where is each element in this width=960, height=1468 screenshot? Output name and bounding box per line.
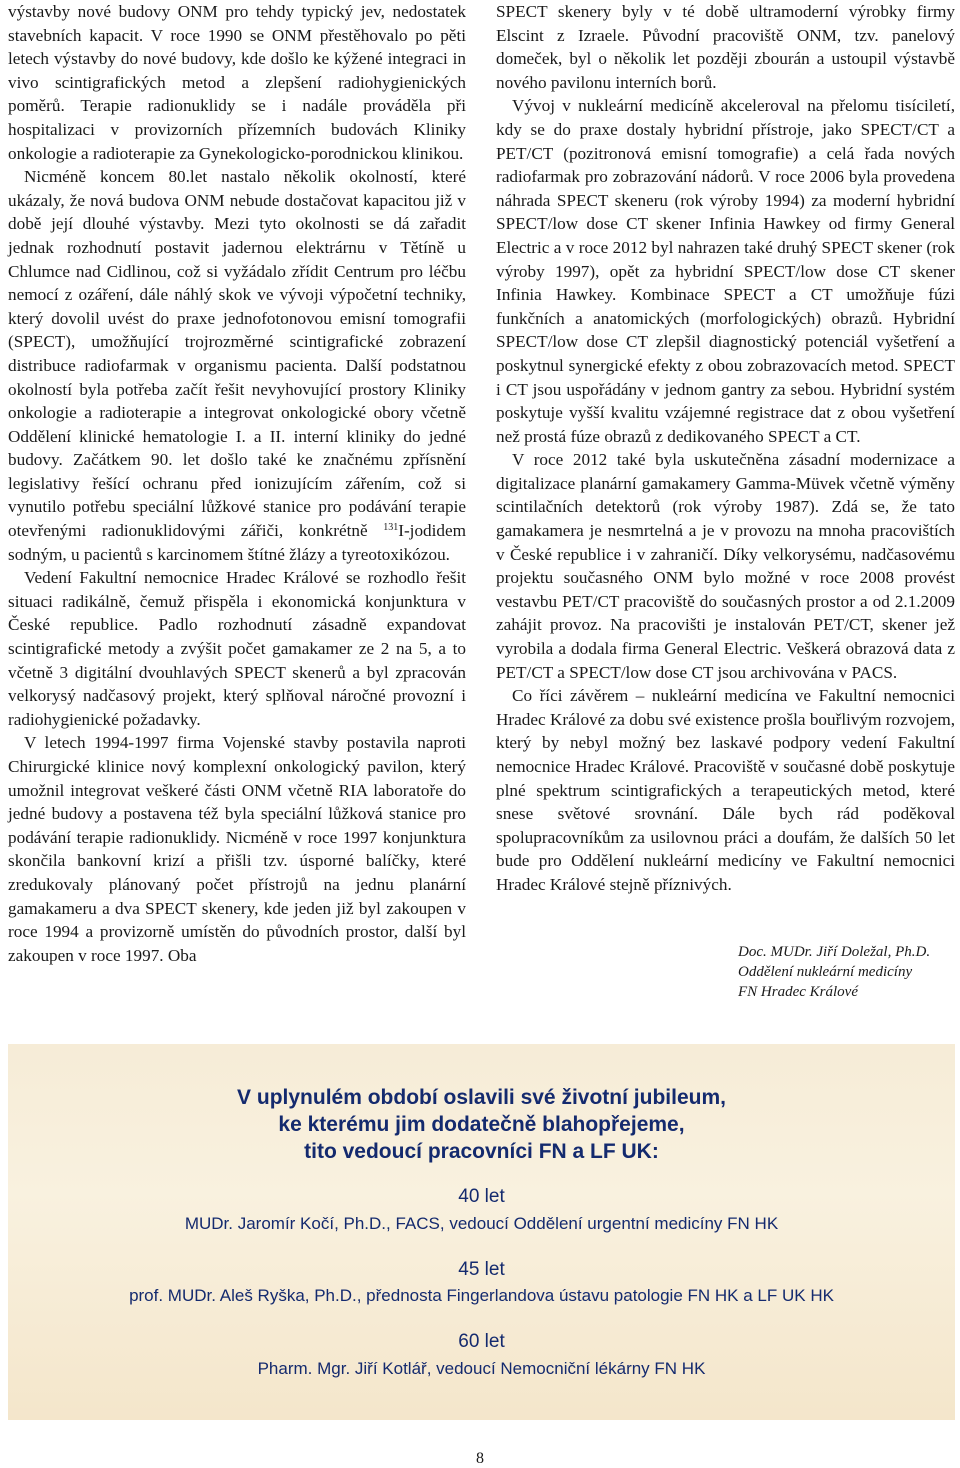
right-column (496, 0, 955, 897)
jubilee-person: Pharm. Mgr. Jiří Kotlář, vedoucí Nemocniční lékárny FN HK (257, 1359, 706, 1378)
paragraph: Vedení Fakultní nemocnice Hradec Králové se rozhodlo řešit situaci radikálně, čemuž přispěla i ekonomická konjunktura v České republice. Padlo rozhodnutí zásadně expandovat scintigrafické metody a zvýšit počet gamakamer ze 2 na 5, a to včetně 3 digitální dvouhlavých SPECT skenerů a byl zpracován velkorysý nadčasový projekt, který splňoval náročné provozní i radiohygienické požadavky. (8, 568, 466, 729)
page-number: 8 (476, 1450, 484, 1467)
paragraph-text: I-jodidem sodným, u pacientů s karcinomem štítné žlázy a tyreotoxikózou. (8, 521, 466, 564)
paragraph: Vývoj v nukleární medicíně akceleroval na přelomu tisíciletí, kdy se do praxe dostaly hybridní přístroje, jako SPECT/CT a PET/CT (pozitronová emisní tomografie) a celá řada nových radiofarmak pro zobrazování nádorů. V roce 2006 byla provedena náhrada SPECT skeneru (rok výroby 1994) za moderní hybridní SPECT/low dose CT skener Infinia Hawkey od firmy General Electric a v roce 2012 byl nahrazen také druhý SPECT skener (rok výroby 1997), opět za hybridní SPECT/low dose CT skener Infinia Hawkey. Kombinace SPECT a CT umožňuje fúzi funkčních a anatomických (morfologických) obrazů. Hybridní SPECT/low dose CT zlepšil diagnostický potenciál vyšetření a poskytnul synergické efekty z obou zobrazovacích metod. SPECT i CT jsou uspořádány v jednom gantry za sebou. Hybridní systém poskytuje vyšší kvalitu vzájemné registrace dat z obou vyšetření než prostá fúze obrazů z dedikovaného SPECT a CT. (496, 96, 955, 446)
paragraph: V letech 1994-1997 firma Vojenské stavby postavila naproti Chirurgické klinice nový komplexní onkologický pavilon, který umožnil integrovat veškeré části ONM včetně RIA laboratoře do jedné budovy a postavena též byla speciální lůžková stanice pro podávání terapie radionuklidy. Nicméně v roce 1997 konjunktura skončila bankovní krizí a přišli tzv. úsporné balíčky, které zredukovaly plánovaný počet přístrojů na jednu planární gamakameru a dva SPECT skenery, kde jeden již byl zakoupen v roce 1994 a provizorně umístěn do původních prostor, další byl zakoupen v roce 1997. Oba (8, 733, 466, 965)
banner-title (8, 1084, 955, 1165)
paragraph (8, 165, 466, 566)
jubilee-person: prof. MUDr. Aleš Ryška, Ph.D., přednosta Fingerlandova ústavu patologie FN HK a LF UK HK (129, 1286, 834, 1305)
isotope-superscript: 131 (383, 522, 399, 534)
author-signature (738, 942, 930, 1002)
banner-title-line: tito vedoucí pracovníci FN a LF UK: (304, 1140, 659, 1163)
paragraph: V roce 2012 také byla uskutečněna zásadní modernizace a digitalizace planární gamakamery Gamma-Müvek včetně výměny scintilačních detektorů (rok výroby 1987). Zdá se, že tato gamakamera je nesmrtelná a je v provozu na mnoha pracovištích v České republice i v zahraničí. Díky velkorysému, nadčasovému projektu současného ONM bylo možné v roce 2008 provést vestavbu PET/CT pracoviště do současných prostor a od 2.1.2009 zahájit provoz. Na pracovišti je instalován PET/CT, skener jež vyrobila a dodala firma General Electric. Veškerá obrazová data z PET/CT a SPECT/low dose CT jsou archivována v PACS. (496, 450, 955, 682)
paragraph: SPECT skenery byly v té době ultramoderní výrobky firmy Elscint z Izraele. Původní pracoviště ONM, tzv. panelový domeček, byl o několik let později zbourán a ustoupil výstavbě nového pavilonu interních borů. (496, 2, 955, 92)
jubilee-banner (8, 1044, 955, 1420)
paragraph: výstavby nové budovy ONM pro tehdy typický jev, nedostatek stavebních kapacit. V roce 1990 se ONM přestěhovalo po pěti letech výstavby do nové budovy, kde došlo ke kýžené integraci in vivo scintigrafických metod a zlepšení radiohygienických poměrů. Terapie radionuklidy se i nadále prováděla při hospitalizaci v provizorních přízemních budovách Kliniky onkologie a radioterapie za Gynekologicko-porodnickou klinikou. (8, 2, 466, 163)
jubilee-age: 40 let (458, 1186, 505, 1207)
author-name: Doc. MUDr. Jiří Doležal, Ph.D. (738, 944, 931, 960)
jubilee-age: 60 let (458, 1331, 505, 1352)
author-institution: FN Hradec Králové (738, 984, 858, 1000)
jubilee-person: MUDr. Jaromír Kočí, Ph.D., FACS, vedoucí Oddělení urgentní medicíny FN HK (184, 1214, 779, 1233)
author-department: Oddělení nukleární medicíny (738, 964, 913, 980)
banner-title-line: V uplynulém období oslavili své životní jubileum, (237, 1086, 726, 1109)
paragraph: Co říci závěrem – nukleární medicína ve Fakultní nemocnici Hradec Králové za dobu své existence prošla bouřlivým rozvojem, který by nebyl možný bez laskavé podpory vedení Fakultní nemocnice Hradec Králové. Pracoviště v současné době poskytuje plné spektrum scintigrafických a terapeutických metod, které snese světové srovnání. Dále bych rád poděkoval spolupracovníkům za usilovnou práci a doufám, že dalších 50 let bude pro Oddělení nukleární medicíny ve Fakultní nemocnici Hradec Králové stejně příznivých. (496, 686, 955, 894)
banner-title-line: ke kterému jim dodatečně blahopřejeme, (278, 1113, 685, 1136)
jubilee-age: 45 let (458, 1259, 505, 1280)
paragraph-text: Nicméně koncem 80.let nastalo několik okolností, které ukázaly, že nová budova ONM nebude dostačovat kapacitou již v době její dlouhé výstavby. Mezi tyto okolnosti se dá zařadit jednak rozhodnutí postavit jadernou elektrárnu v Tětíně u Chlumce nad Cidlinou, což si vyžádalo zřídit Centrum pro léčbu nemocí z ozáření, dále náhlý skok ve vývoji výpočetní techniky, který dovolil uvést do praxe jednofotonovou emisní tomografii (SPECT), umožňující trojrozměrné scintigrafické zobrazení distribuce radiofarmak v organismu pacienta. Další podstatnou okolností byla potřeba začít řešit nevyhovující prostory Kliniky onkologie a radioterapie a integrovat onkologické obory včetně Oddělení klinické hematologie I. a II. interní kliniky do jedné budovy. Začátkem 90. let došlo také ke značnému zpřísnění legislativy řešící ochranu před ionizujícím zářením, což si vynutilo potřebu speciální lůžkové stanice pro podávání terapie otevřenými radionuklidovými zářiči, konkrétně (8, 167, 466, 541)
left-column (8, 0, 466, 967)
